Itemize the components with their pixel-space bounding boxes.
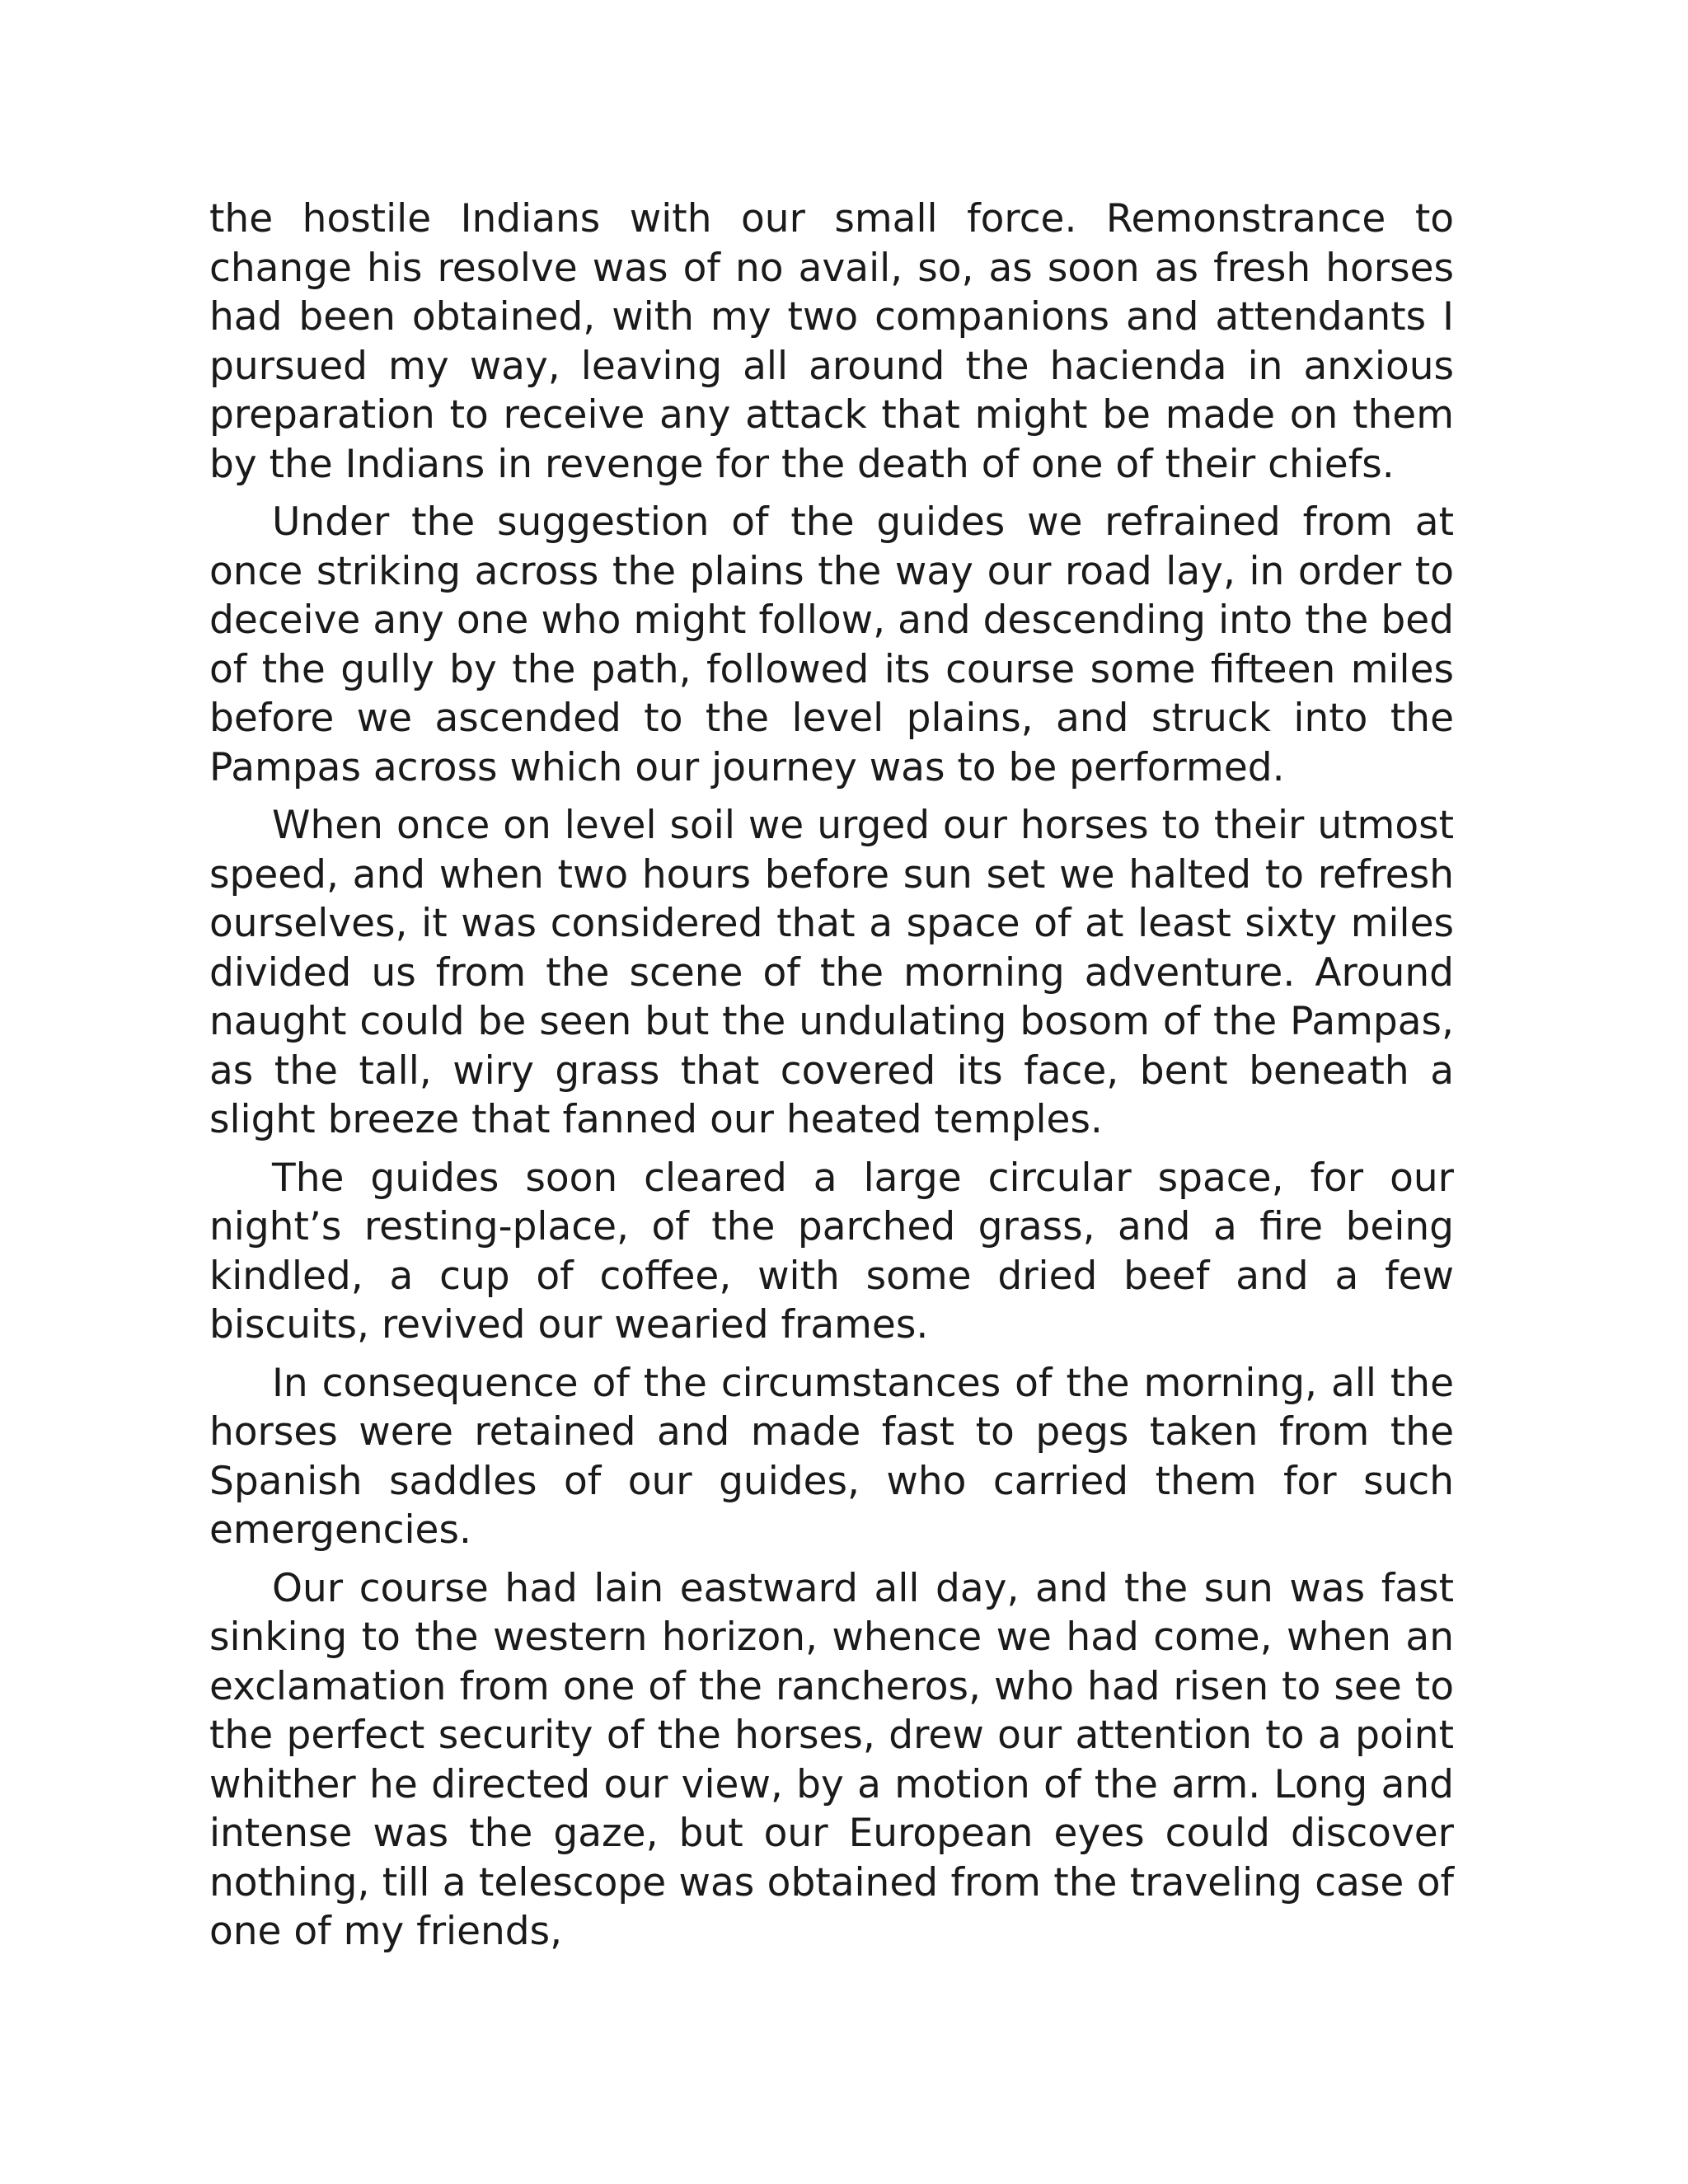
paragraph-level-soil: When once on level soil we urged our horses to their utmost speed, and when two hours before sun set we halted to refresh ourselves, it was considered that a space of at least sixty miles divided us from the scene of the morning adventure. Around naught could be seen but the undulating bosom of the Pampas, as the tall, wiry grass that covered its face, bent beneath a slight breeze that fanned our heated temples. xyxy=(209,803,1454,1142)
paragraph-course-eastward: Our course had lain eastward all day, and the sun was fast sinking to the western horizon, whence we had come, when an exclamation from one of the rancheros, who had risen to see to the perfect security of the horses, drew our attention to a point whither he directed our view, by a motion of the arm. Long and intense was the gaze, but our European eyes could discover nothing, till a telescope was obtained from the traveling case of one of my friends, xyxy=(209,1565,1454,1954)
page-text xyxy=(209,194,1454,1966)
paragraph-guides: Under the suggestion of the guides we refrained from at once striking across the plains the way our road lay, in order to deceive any one who might follow, and descending into the bed of the gully by the path, followed its course some fifteen miles before we ascended to the level plains, and struck into the Pampas across which our journey was to be performed. xyxy=(209,499,1454,790)
paragraph-continued: the hostile Indians with our small force. Remonstrance to change his resolve was of no avail, so, as soon as fresh horses had been obtained, with my two companions and attendants I pursued my way, leaving all around the hacienda in anxious preparation to receive any attack that might be made on them by the Indians in revenge for the death of one of their chiefs. xyxy=(209,196,1454,487)
paragraph-horses-retained: In consequence of the circumstances of the morning, all the horses were retained and made fast to pegs taken from the Spanish saddles of our guides, who carried them for such emergencies. xyxy=(209,1360,1454,1553)
paragraph-resting-place: The guides soon cleared a large circular space, for our night’s resting-place, of the parched grass, and a fire being kindled, a cup of coffee, with some dried beef and a few biscuits, revived our wearied frames. xyxy=(209,1155,1454,1347)
